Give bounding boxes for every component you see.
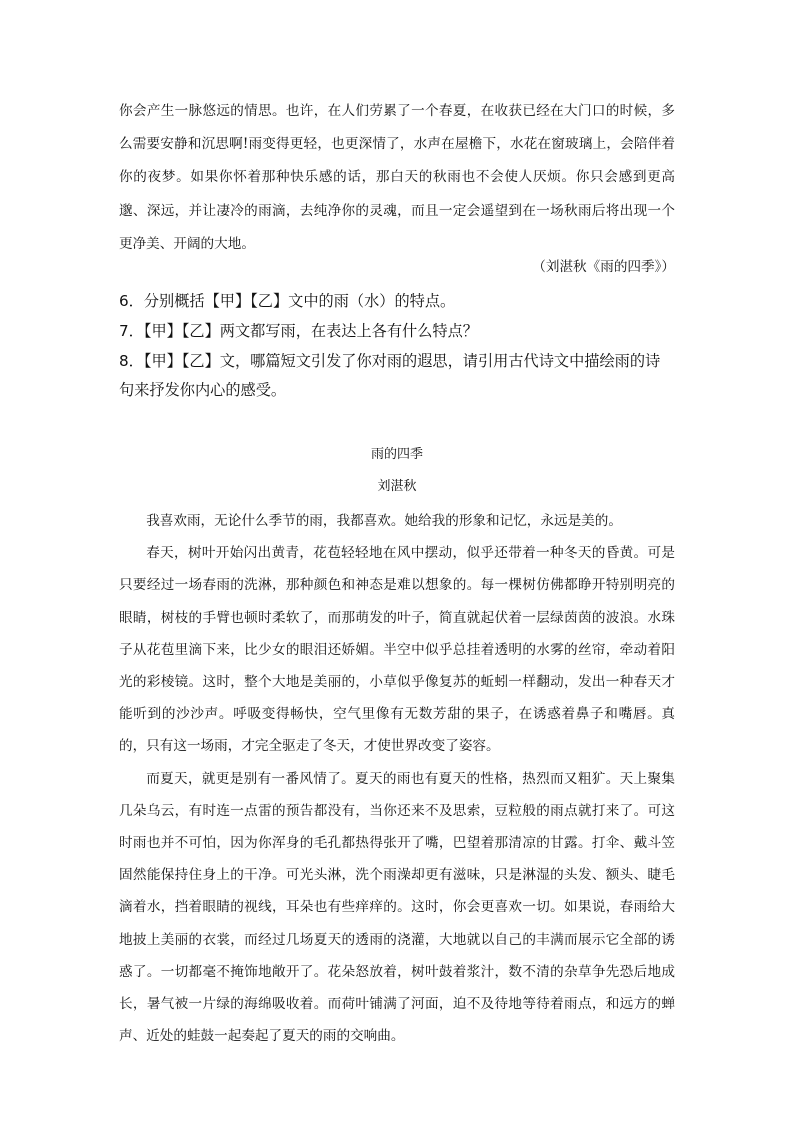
question-6: 6．分别概括【甲】【乙】文中的雨（水）的特点。	[119, 292, 456, 310]
source-citation: （刘湛秋《雨的四季》）	[532, 259, 675, 275]
question-7: 7．【甲】【乙】两文都写雨，在表达上各有什么特点？	[119, 322, 478, 340]
article-paragraph: 而夏天，就更是别有一番风情了。夏天的雨也有夏天的性格，热烈而又粗犷。天上聚集几朵乌云，有时连一点雷的预告都没有，当你还来不及思索，豆粒般的雨点就打来了。可这时雨也并不可怕，因为你浑身的毛孔都热得张开了嘴，巴望着那清凉的甘露。打伞、戴斗笠固然能保持住身上的干净。可光头淋，洗个雨澡却更有滋味，只是淋湿的头发、额头、睫毛滴着水，挡着眼睛的视线，耳朵也有些痒痒的。这时，你会更喜欢一切。如果说，春雨给大地披上美丽的衣裳，而经过几场夏天的透雨的浇灌，大地就以自己的丰满而展示它全部的诱惑了。一切都毫不掩饰地敞开了。花朵怒放着，树叶鼓着浆汁，数不清的杂草争先恐后地成长，暑气被一片绿的海绵吸收着。而荷叶铺满了河面，迫不及待地等待着雨点，和远方的蝉声、近处的蛙鼓一起奏起了夏天的雨的交响曲。	[119, 770, 675, 1045]
passage-end-paragraph: 你会产生一脉悠远的情思。也许，在人们劳累了一个春夏，在收获已经在大门口的时候，多么需要安静和沉思啊!雨变得更轻，也更深情了，水声在屋檐下，水花在窗玻璃上，会陪伴着你的夜梦。如果你怀着那种快乐感的话，那白天的秋雨也不会使人厌烦。你只会感到更高邈、深远，并让凄冷的雨滴，去纯净你的灵魂，而且一定会遥望到在一场秋雨后将出现一个更净美、开阔的大地。	[119, 103, 675, 252]
question-8: 8．【甲】【乙】文，哪篇短文引发了你对雨的遐思，请引用古代诗文中描绘雨的诗句来抒发你内心的感受。	[119, 352, 661, 399]
article-author: 刘湛秋	[377, 479, 417, 494]
article-paragraph: 我喜欢雨，无论什么季节的雨，我都喜欢。她给我的形象和记忆，永远是美的。	[146, 513, 622, 529]
article-body	[119, 505, 675, 1052]
article-paragraph: 春天，树叶开始闪出黄青，花苞轻轻地在风中摆动，似乎还带着一种冬天的昏黄。可是只要经过一场春雨的洗淋，那种颜色和神态是难以想象的。每一棵树仿佛都睁开特别明亮的眼睛，树枝的手臂也顿时柔软了，而那萌发的叶子，简直就起伏着一层绿茵茵的波浪。水珠子从花苞里滴下来，比少女的眼泪还娇媚。半空中似乎总挂着透明的水雾的丝帘，牵动着阳光的彩棱镜。这时，整个大地是美丽的，小草似乎像复苏的蚯蚓一样翻动，发出一种春天才能听到的沙沙声。呼吸变得畅快，空气里像有无数芳甜的果子，在诱惑着鼻子和嘴唇。真的，只有这一场雨，才完全驱走了冬天，才使世界改变了姿容。	[119, 545, 675, 755]
article-title: 雨的四季	[370, 447, 423, 462]
